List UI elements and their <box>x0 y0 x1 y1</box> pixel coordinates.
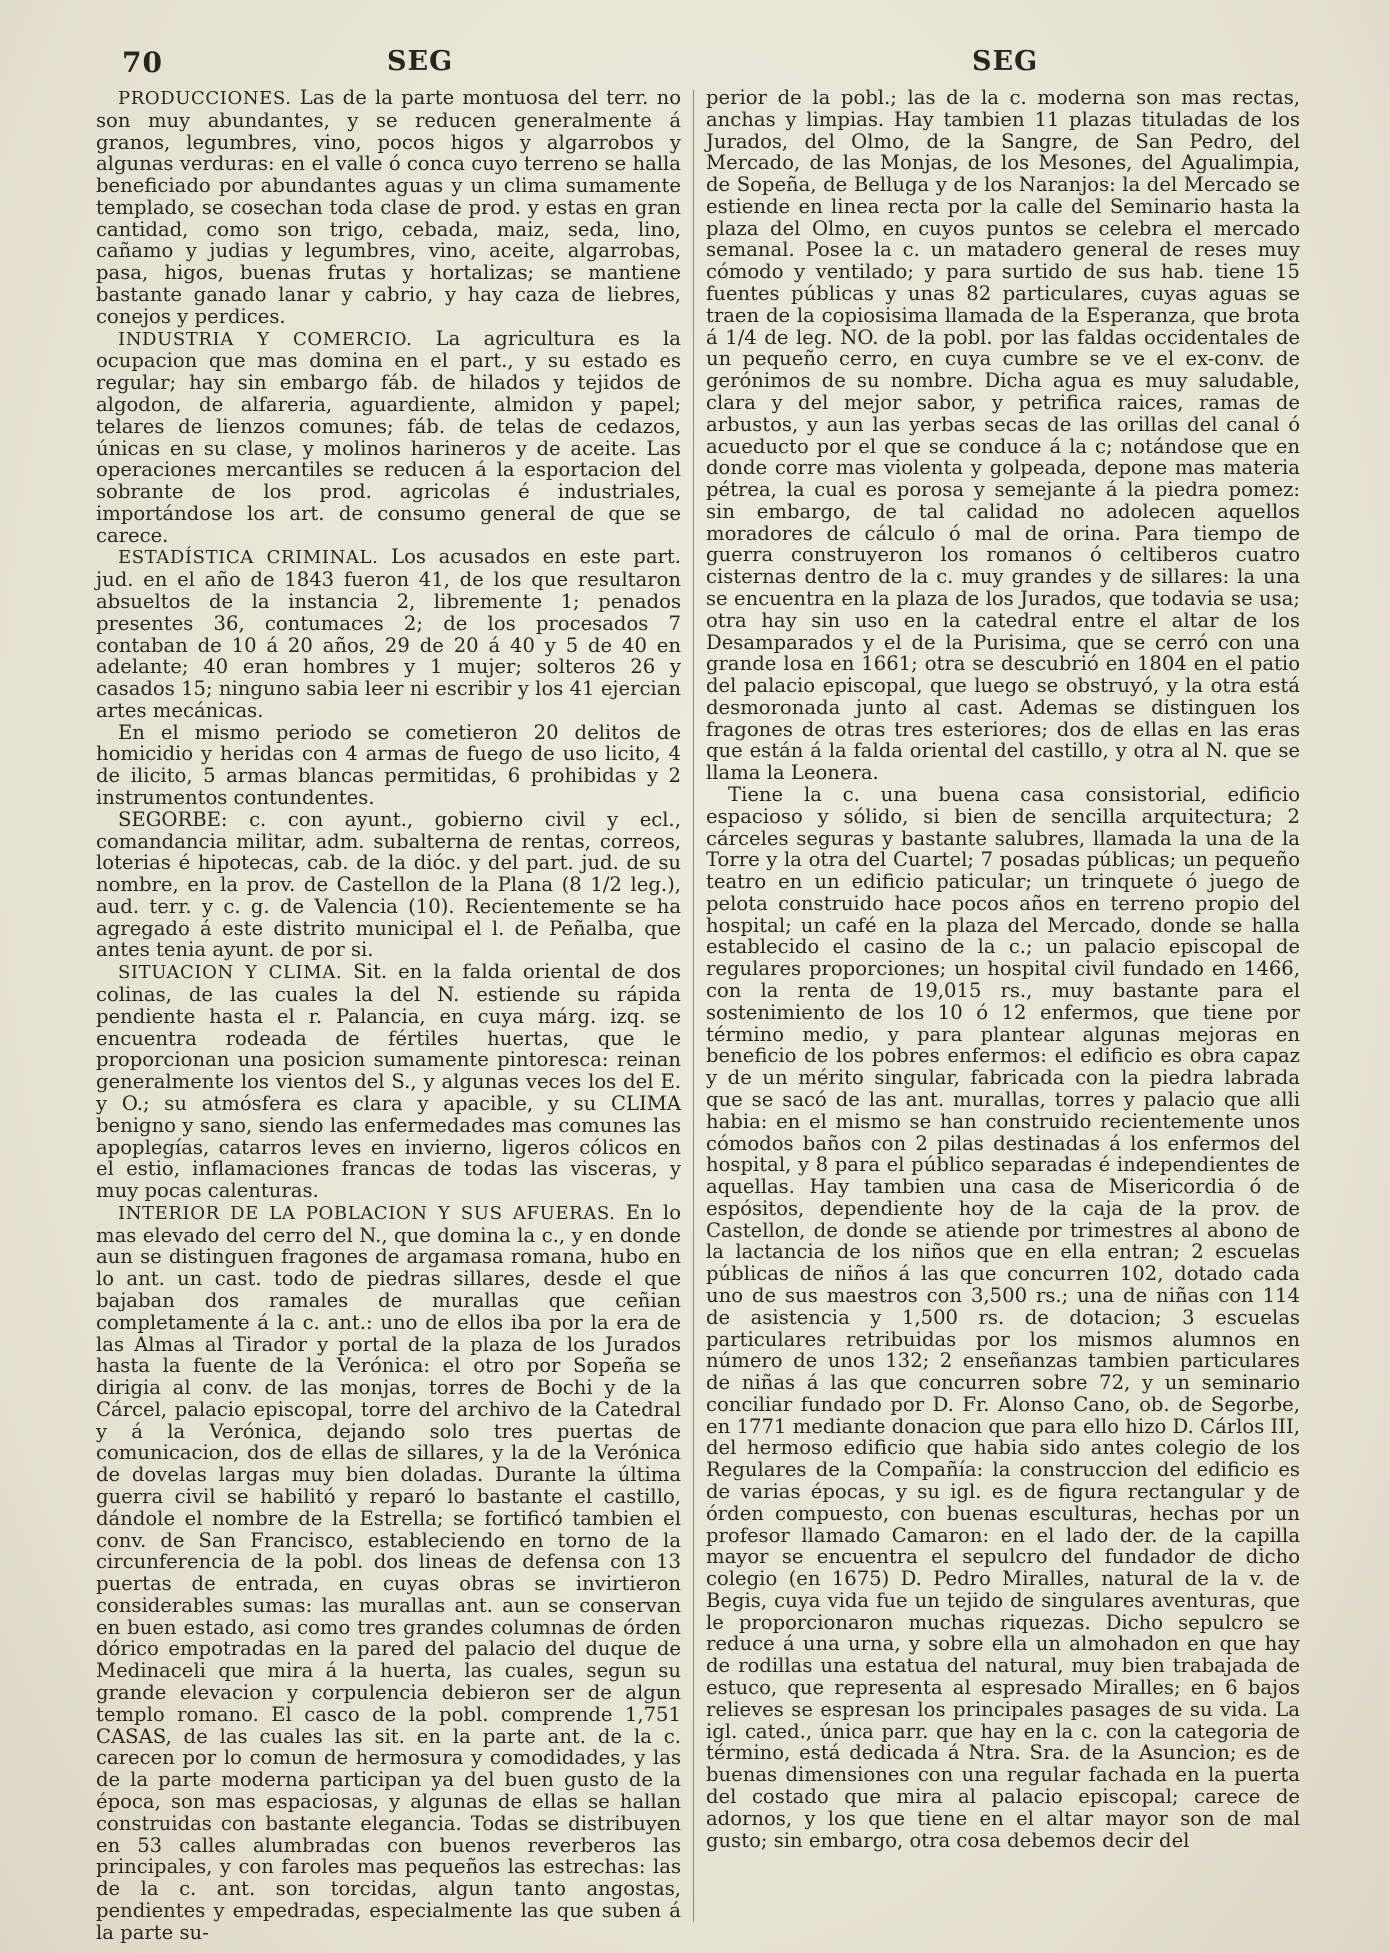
paragraph-text: c. con ayunt., gobierno civil y ecl., comandancia militar, adm. subalterna de rentas, correos, loterias é hipotecas, cab. de la dióc. y del part. jud. de su nombre, en la prov. de Castellon de la Plana (8 1/2 leg.), aud. terr. y c. g. de Valencia (10). Recientemente se ha agregado á este distrito municipal el l. de Peñalba, que antes tenia ayunt. de por si. <box>96 807 682 962</box>
running-head-left: SEG <box>387 46 454 77</box>
paragraph <box>96 722 681 809</box>
page-header <box>112 44 1302 80</box>
paragraph-text: Sit. en la falda oriental de dos colinas, de las cuales la del N. estiende su rápida pendiente hasta el r. Palancia, en cuya márg. izq. se encuentra rodeada de fértiles huertas, que le proporcionan una posicion sumamente pintoresca: reinan generalmente los vientos del S., y algunas veces los del E. y O.; su atmósfera es clara y apacible, y su CLIMA benigno y sano, siendo las enfermedades mas comunes las apoplegías, catarros leves en invierno, ligeros cólicos en el estio, inflamaciones francas de todas las visceras, y muy pocas calenturas. <box>96 960 681 1203</box>
paragraph-text: Tiene la c. una buena casa consistorial, edificio espacioso y sólido, si bien de sencilla arquitectura; 2 cárceles seguras y bastante salubres, llamada la una de la Torre y la otra del Cuartel; 7 posadas públicas; un pequeño teatro en un edificio paticular; un trinquete ó juego de pelota construido hace pocos años en terreno propio del hospital; un café en la plaza del Mercado, donde se halla establecido el casino de la c.; un palacio episcopal de regulares proporciones; un hospital civil fundado en 1466, con la renta de 19,015 rs., muy bastante para el sostenimiento de los 10 ó 12 enfermos, que tiene por término medio, y para plantear algunas mejoras en beneficio de los pobres enfermos: el edificio es obra capaz y de un mérito singular, fabricada con la piedra labrada que se sacó de las ant. murallas, torres y palacio que alli habia: en el mismo se han construido recientemente unos cómodos baños con 2 pilas destinadas á los enfermos del hospital, y 8 para el público separadas é independientes de aquellas. Hay tambien una casa de Misericordia ó de espósitos, dependiente hoy de la caja de la prov. de Castellon, de donde se atiende por trimestres al abono de la lactancia de los niños que en ella entran; 2 escuelas públicas de niños á las que concurren 102, dotado cada uno de sus maestros con 3,500 rs.; una de niñas con 114 de asistencia y 1,500 rs. de dotacion; 3 escuelas particulares retribuidas por los mismos alumnos en número de unos 132; 2 enseñanzas tambien particulares de niñas á las que concurren sobre 72, y un seminario conciliar fundado por D. Fr. Alonso Cano, ob. de Segorbe, en 1771 mediante donacion que para ello hizo D. Cárlos III, del hermoso edificio que habia sido antes colegio de los Regulares de la Compañía: la construccion del edificio es de varias épocas, y su igl. es de figura rectangular y de órden compuesto, con buenas esculturas, hechas por un profesor llamado Camaron: en el lado der. de la capilla mayor se encuentra el sepulcro del fundador de dicho colegio (en 1675) D. Pedro Miralles, natural de la v. de Begis, cuya vida fue un tejido de singulares aventuras, que le proporcionaron muchas riquezas. Dicho sepulcro se reduce á una urna, y sobre ella un almohadon en que hay de rodillas una estatua del natural, muy bien trabajada de estuco, que representa al espresado Miralles; en 6 bajos relieves se espresan los principales pasages de su vida. La igl. cated., única parr. que hay en la c. con la categoria de término, está dedicada á Ntra. Sra. de la Asuncion; es de buenas dimensiones con una regular fachada en la puerta del costado que mira al palacio episcopal; carece de adornos, y los que tiene en el altar mayor son de mal gusto; sin embargo, otra cosa debemos decir del <box>706 783 1300 1852</box>
paragraph <box>96 328 681 547</box>
paragraph <box>706 784 1300 1851</box>
paragraph-text: Los acusados en este part. jud. en el año de 1843 fueron 41, de los que resultaron absueltos de la instancia 2, libremente 1; penados presentes 36, contumaces 2; de los procesados 7 contaban de 10 á 20 años, 29 de 20 á 40 y 5 de 40 en adelante; 40 eran hombres y 1 mujer; solteros 26 y casados 15; ninguno sabia leer ni escribir y los 41 ejercian artes mecánicas. <box>96 545 681 722</box>
paragraph <box>96 546 681 721</box>
column-divider <box>693 90 694 1922</box>
paragraph-text: perior de la pobl.; las de la c. moderna son mas rectas, anchas y limpias. Hay tambien 11 plazas tituladas de los Jurados, del Olmo, de la Sangre, de San Pedro, del Mercado, de las Monjas, de los Mesones, del Agualimpia, de Sopeña, de Belluga y de los Naranjos: la del Mercado se estiende en linea recta por la calle del Seminario hasta la plaza del Olmo, en cuyos puntos se celebra el mercado semanal. Posee la c. un matadero general de reses muy cómodo y ventilado; y para surtido de sus hab. tiene 15 fuentes públicas y unas 82 particulares, cuyas aguas se traen de la copiosisima llamada de la Esperanza, que brota á 1/4 de leg. NO. de la pobl. por las faldas occidentales de un pequeño cerro, en cuya cumbre se ve el ex-conv. de gerónimos de su nombre. Dicha agua es muy saludable, clara y del mejor sabor, y petrifica raices, ramas de arbustos, y aun las yerbas secas de las orillas del canal ó acueducto por el que se conduce á la c; notándose que en donde corre mas violenta y golpeada, depone mas materia pétrea, la cual es porosa y semejante á la piedra pomez: sin embargo, de tal calidad no adolecen aquellos moradores de cálculo ó mal de orina. Para tiempo de guerra construyeron los romanos ó celtiberos cuatro cisternas dentro de la c. muy grandes y de sillares: la una se encuentra en la plaza de los Jurados, que todavia se usa; otra hay sin uso en la catedral entre el altar de los Desamparados y el de la Purisima, que se cerró con una grande losa en 1661; otra se descubrió en 1804 en el patio del palacio episcopal, que luego se obstruyó, y la otra está desmoronada junto al cast. Ademas se distinguen los fragones de otras tres esteriores; dos de ellas en las eras que están á la falda oriental del castillo, y otra al N. que se llama la Leonera. <box>706 86 1300 785</box>
right-column <box>706 87 1300 1932</box>
paragraph-text: En el mismo periodo se cometieron 20 delitos de homicidio y heridas con 4 armas de fuego de uso licito, 4 de ilicito, 5 armas blancas permitidas, 6 prohibidas y 2 instrumentos contundentes. <box>96 720 681 809</box>
running-head-right: SEG <box>972 46 1039 77</box>
paragraph-text: En lo mas elevado del cerro del N., que domina la c., y en donde aun se distinguen fragones de argamasa romana, hubo en lo ant. un cast. todo de piedras sillares, desde el que bajaban dos ramales de murallas que ceñian completamente á la c. ant.: uno de ellos iba por la era de las Almas al Tirador y portal de la plaza de los Jurados hasta la fuente de la Verónica: el otro por Sopeña se dirigia al conv. de las monjas, torres de Bochi y de la Cárcel, palacio episcopal, torre del archivo de la Catedral y á la Verónica, dejando solo tres puertas de comunicacion, dos de ellas de sillares, y la de la Verónica de dovelas largas muy bien doladas. Durante la última guerra civil se habilitó y reparó lo bastante el castillo, dándole el nombre de la Estrella; se fortificó tambien el conv. de San Francisco, estableciendo en torno de la circunferencia de la pobl. dos lineas de defensa con 13 puertas de entrada, en cuyas obras se invirtieron considerables sumas: las murallas ant. aun se conservan en buen estado, asi como tres grandes columnas de órden dórico empotradas en la pared del palacio del duque de Medinaceli que mira á la huerta, las cuales, segun su grande elevacion y corpulencia debieron ser de algun templo romano. El casco de la pobl. comprende 1,751 CASAS, de las cuales las sit. en la parte ant. de la c. carecen por lo comun de hermosura y comodidades, y las de la parte moderna participan ya del buen gusto de la época, son mas espaciosas, y algunas de ellas se hallan construidas con bastante elegancia. Todas se distribuyen en 53 calles alumbradas con buenos reverberos las principales, y con faroles mas pequeños las estrechas: las de la c. ant. son torcidas, algun tanto angostas, pendientes y empedradas, especialmente las que suben á la parte su- <box>96 1200 681 1944</box>
left-column <box>96 86 682 1944</box>
paragraph-text: Las de la parte montuosa del terr. no son muy abundantes, y se reducen generalmente á granos, legumbres, vino, pocos higos y algarrobos y algunas verduras: en el valle ó conca cuyo terreno se halla beneficiado por abundantes aguas y un clima sumamente templado, se cosechan toda clase de prod. y estas en gran cantidad, como son trigo, cebada, maiz, seda, lino, cañamo y judias y legumbres, vino, aceite, algarrobas, pasa, higos, buenas frutas y hortalizas; se mantiene bastante ganado lanar y cabrio, y hay caza de liebres, conejos y perdices. <box>96 86 681 328</box>
section-heading: ESTADÍSTICA CRIMINAL. <box>118 547 379 569</box>
section-heading: SITUACION Y CLIMA. <box>118 962 343 984</box>
paragraph <box>96 809 681 961</box>
paragraph <box>96 1202 681 1944</box>
section-heading: INTERIOR DE LA POBLACION Y SUS AFUERAS. <box>118 1202 616 1224</box>
paragraph <box>706 87 1300 784</box>
paragraph <box>96 87 681 328</box>
page-number: 70 <box>122 46 163 79</box>
paragraph <box>96 961 681 1202</box>
entry-heading: SEGORBE: <box>118 807 228 831</box>
section-heading: PRODUCCIONES. <box>118 88 292 109</box>
section-heading: INDUSTRIA Y COMERCIO. <box>118 328 413 350</box>
paragraph-text: La agricultura es la ocupacion que mas domina en el part., y su estado es regular; hay sin embargo fáb. de hilados y tejidos de algodon, de alfareria, aguardiente, almidon y papel; telares de lienzos comunes; fáb. de telas de cedazos, únicas en su clase, y molinos harineros y de aceite. Las operaciones mercantiles se reducen á la esportacion del sobrante de los prod. agricolas é industriales, importándose los art. de consumo general de que se carece. <box>96 326 681 547</box>
